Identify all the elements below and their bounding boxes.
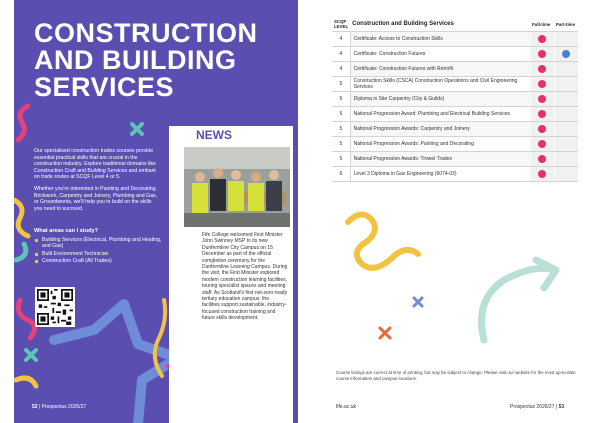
part-time-cell xyxy=(554,62,578,77)
full-time-cell xyxy=(530,77,554,92)
full-time-dot-icon xyxy=(538,95,546,103)
course-name: Certificate: Construction Futures xyxy=(350,47,530,62)
full-time-dot-icon xyxy=(538,170,546,178)
course-name: National Progression Award: Plumbing and Electrical Building Services xyxy=(350,107,530,122)
course-level: 5 xyxy=(332,137,350,152)
table-header-row xyxy=(332,17,578,32)
page-number: 52 xyxy=(32,404,38,410)
intro-text xyxy=(34,148,158,217)
full-time-cell xyxy=(530,62,554,77)
part-time-cell xyxy=(554,32,578,47)
full-time-cell xyxy=(530,32,554,47)
part-time-dot-icon xyxy=(562,50,570,58)
part-time-cell xyxy=(554,122,578,137)
page-title: CONSTRUCTION AND BUILDING SERVICES xyxy=(34,18,258,102)
qr-code[interactable] xyxy=(35,287,75,327)
full-time-dot-icon xyxy=(538,140,546,148)
areas-list xyxy=(34,237,164,266)
course-name: Level 3 Diploma in Gas Engineering (6074-03) xyxy=(350,167,530,182)
footer-url-right[interactable]: fife.ac.uk xyxy=(336,404,357,410)
courses-table xyxy=(332,17,578,182)
course-level: 6 xyxy=(332,167,350,182)
intro-paragraph-2: Whether you're interested in Painting and Decorating, Brickwork, Carpentry and Joinery, Plumbing and Gas, or Groundworks, we'll help you to build on the skills you need to succeed. xyxy=(34,185,158,212)
course-level: 4 xyxy=(332,32,350,47)
full-time-dot-icon xyxy=(538,80,546,88)
full-time-cell xyxy=(530,47,554,62)
course-name: Certificate: Construction Futures with Retrofit xyxy=(350,62,530,77)
news-photo xyxy=(184,147,290,227)
footer-label: Prospectus 2026/27 xyxy=(41,404,87,410)
areas-list-item: Construction Craft (All Trades) xyxy=(34,258,164,264)
table-body xyxy=(332,32,578,182)
course-name: National Progression Awards: Carpentry and Joinery xyxy=(350,122,530,137)
full-time-dot-icon xyxy=(538,50,546,58)
table-row xyxy=(332,137,578,152)
part-time-cell xyxy=(554,152,578,167)
footer-separator: | xyxy=(555,404,559,410)
disclaimer-note: Course listings are correct at time of printing, but may be subject to change. Please visit our website for the most up-to-date course information and campus locations. xyxy=(336,370,576,381)
part-time-cell xyxy=(554,92,578,107)
course-level: 5 xyxy=(332,92,350,107)
table-row xyxy=(332,167,578,182)
course-name: National Progression Awards: Trowel Trades xyxy=(350,152,530,167)
left-page xyxy=(14,0,298,423)
news-body: Fife College welcomed First Minister John Swinney MSP to its new Dunfermline City Campus on 15 December as part of the official completion ceremony for the Dunfermline Learning Campus. During the visit, the First Minister explored modern construction learning facilities, touring specialist spaces and meeting staff. As Scotland's first net-zero ready tertiary education campus, the facilities support sustainable, industry-focused construction training and future skills development. xyxy=(202,232,288,322)
full-time-cell xyxy=(530,137,554,152)
part-time-cell xyxy=(554,107,578,122)
full-time-dot-icon xyxy=(538,125,546,133)
full-time-dot-icon xyxy=(538,110,546,118)
part-time-cell xyxy=(554,167,578,182)
table-row xyxy=(332,32,578,47)
table-row xyxy=(332,122,578,137)
news-heading: NEWS xyxy=(192,128,236,142)
right-page xyxy=(304,0,600,423)
full-time-cell xyxy=(530,107,554,122)
table-row xyxy=(332,77,578,92)
course-name: Certificate: Access to Construction Skills xyxy=(350,32,530,47)
table-row xyxy=(332,47,578,62)
areas-list-item: Building Services (Electrical, Plumbing and Heating, and Gas) xyxy=(34,237,164,250)
full-time-dot-icon xyxy=(538,35,546,43)
table-row xyxy=(332,62,578,77)
footer-separator: | xyxy=(38,404,42,410)
footer-left xyxy=(32,404,86,410)
intro-paragraph-1: Our specialised construction trades courses provide essential practical skills that are crucial in the construction industry. Explore traditional domains like Construction Craft and Building Services and embark on trade routes at SCQF Level 4 or 5. xyxy=(34,148,156,181)
footer-url[interactable]: fife.ac.uk xyxy=(262,404,283,410)
qr-code-icon xyxy=(37,289,73,325)
full-time-cell xyxy=(530,152,554,167)
course-level: 4 xyxy=(332,47,350,62)
full-time-dot-icon xyxy=(538,155,546,163)
full-time-dot-icon xyxy=(538,65,546,73)
areas-list-item: Built Environment Technician xyxy=(34,251,164,257)
part-time-cell xyxy=(554,137,578,152)
header-full-time: Full-time xyxy=(530,17,554,32)
header-part-time: Part-time xyxy=(554,17,578,32)
table-row xyxy=(332,92,578,107)
course-name: Diploma in Site Carpentry (City & Guilds) xyxy=(350,92,530,107)
header-title: Construction and Building Services xyxy=(350,17,530,32)
footer-label-right: Prospectus 2026/27 xyxy=(510,404,555,410)
page-number-right: 53 xyxy=(558,404,565,410)
news-photo-image xyxy=(184,147,290,227)
part-time-cell xyxy=(554,77,578,92)
course-name: National Progression Awards: Painting and Decorating xyxy=(350,137,530,152)
footer-right xyxy=(510,404,564,410)
full-time-cell xyxy=(530,167,554,182)
part-time-cell xyxy=(554,47,578,62)
course-level: 5 xyxy=(332,152,350,167)
table-row xyxy=(332,152,578,167)
full-time-cell xyxy=(530,92,554,107)
course-level: 5 xyxy=(332,122,350,137)
course-level: 4 xyxy=(332,62,350,77)
header-level: SCQF LEVEL xyxy=(332,17,350,32)
course-level: 5 xyxy=(332,107,350,122)
full-time-cell xyxy=(530,122,554,137)
course-level: 5 xyxy=(332,77,350,92)
course-name: Construction Skills (CSCA) Construction Operations and Civil Engineering Services xyxy=(350,77,530,92)
areas-heading: What areas can I study? xyxy=(34,228,99,234)
table-row xyxy=(332,107,578,122)
